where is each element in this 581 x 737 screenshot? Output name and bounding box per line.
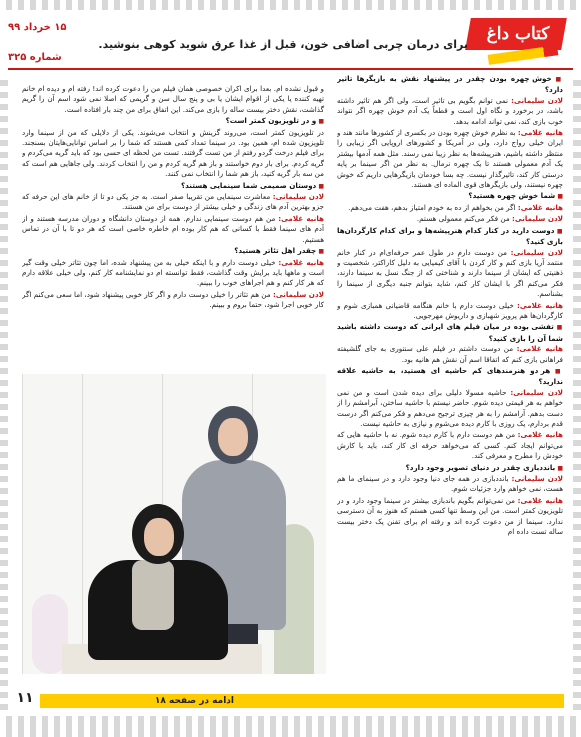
- speaker-name: لادن سلیمانی:: [511, 95, 563, 105]
- interview-question: ■ شما خوش چهره هستید؟: [337, 191, 563, 202]
- interview-answer: [337, 214, 563, 224]
- interview-answer: [22, 84, 324, 115]
- answer-text: من هم دوست دارم با کارم دیده شوم. نه با حاشیه هایی که می‌توانم ایجاد کنم. کسی که می‌خواهد حرفه ای کار کند، باید با کارش خودش را مطرح و معرفی کند.: [337, 430, 563, 461]
- page-headline: برای درمان چربی اضافی خون، قبل از غذا عرق شوید کوهی بنوشید.: [98, 38, 468, 51]
- speaker-name: هانیه غلامی:: [278, 257, 324, 267]
- page-number: ۱۱: [16, 690, 34, 706]
- speaker-name: هانیه غلامی:: [517, 430, 563, 440]
- interview-answer: [22, 290, 324, 311]
- interview-question: ■ هر دو هنرمندهای کم حاشیه ای هستید، به حاشیه علاقه ندارید؟: [337, 366, 563, 388]
- brand-text: کتاب داغ: [486, 24, 550, 44]
- interview-answer: [337, 388, 563, 430]
- bottom-decorative-border: [0, 716, 581, 737]
- interview-answer: [22, 192, 324, 213]
- interview-column-left: [22, 84, 324, 368]
- issue-number: شماره ۳۲۵: [8, 52, 62, 63]
- speaker-name: لادن سلیمانی:: [511, 474, 563, 484]
- speaker-name: لادن سلیمانی:: [272, 192, 324, 202]
- person-seated-face: [144, 518, 174, 556]
- answer-text: معاشرت سینمایی من تقریبا صفر است. به جز یکی دو تا از خانم های این حرفه که جزو بهترین آدم های زندگی و خیلی بیشتر از دوست برای من هستند.: [22, 192, 324, 212]
- left-decorative-strip: [0, 74, 8, 714]
- interview-question: ■ دوستان صمیمی شما سینمایی هستند؟: [22, 181, 324, 192]
- speaker-name: هانیه غلامی:: [516, 344, 563, 354]
- interview-answer: [337, 128, 563, 190]
- interview-answer: [337, 301, 563, 322]
- speaker-name: هانیه غلامی:: [517, 128, 563, 138]
- interview-answer: [337, 248, 563, 300]
- interview-question: ■ تفشی بوده در میان فیلم های ایرانی که دوست داشته باشید شما آن را بازی کنید؟: [337, 322, 563, 344]
- interview-answer: [22, 258, 324, 289]
- top-decorative-border: [0, 0, 581, 10]
- interview-answer: [337, 96, 563, 127]
- interview-question: ■ خوش چهره بودن چقدر در پیشنهاد نقش به بازیگرها تاثیر دارد؟: [337, 74, 563, 96]
- continued-on-page: ادامه در صفحه ۱۸: [154, 696, 234, 706]
- speaker-name: هانیه غلامی:: [517, 202, 563, 212]
- person-seated-scarf: [132, 560, 174, 630]
- interview-question: ■ دوست دارید در کنار کدام هنرپیشه‌ها و برای کدام کارگردان‌ها بازی کنید؟: [337, 226, 563, 248]
- interview-answer: [337, 203, 563, 213]
- speaker-name: لادن سلیمانی:: [510, 247, 563, 257]
- speaker-name: هانیه غلامی:: [278, 213, 324, 223]
- answer-text: من دوست داشتم در فیلم علی سنتوری به جای گلشیفته فراهانی بازی کنم که اتفاقا اسم آن نقش هم هانیه بود.: [337, 344, 563, 364]
- interview-photo: [22, 374, 326, 674]
- interview-answer: [337, 344, 563, 365]
- speaker-name: لادن سلیمانی:: [512, 214, 563, 224]
- speaker-name: لادن سلیمانی:: [510, 387, 563, 397]
- answer-text: و قبول نشده ام. بعدا برای اکران خصوصی همان فیلم من را دعوت کرده اند! رفته ام و دیده ام خانم تهیه کننده یا یکی از اقوام ایشان یا بی و پنج سال سن و گریمی که اصلا نمی شود اسم آن را گریم گذاشت، نقش دختر بیست ساله را بازی می‌کند. این اتفاق برای من چند بار افتاده است.: [22, 84, 324, 114]
- answer-text: من هم تئاتر را خیلی دوست دارم و اگر کار خوبی پیشنهاد شود، اما سعی می‌کنم اگر کار خوبی اجرا شود، حتما بروم و ببینم.: [22, 289, 324, 310]
- answer-text: اگر من بخواهم از ده به خودم امتیاز بدهم، هفت می‌دهم.: [348, 202, 516, 212]
- answer-text: حاشیه مسولا دلیلی برای دیده شدن است و من نمی خواهم به هر قیمتی دیده شوم. حاضر نیستم با حاشیه ساختن، آبرامشم را از دست بدهم. آرامشم را به هر چیزی ترجیح می‌دهم و فکر می‌کنم اگر درست قدم بردارم، یک روزی با کارم دیده می‌شوم و نیازی به حاشیه نیست.: [337, 387, 563, 428]
- interview-question: ■ چقدر اهل تئاتر هستید؟: [22, 246, 324, 257]
- answer-text: خیلی دوست دارم و با اینکه خیلی به من پیشنهاد شده، اما چون تئاتر خیلی وقت گیر است و ماهها باید برایش وقت گذاشت، فقط توانسته ام دو نمایشنامه کار کنم، ولی خیلی علاقه دارم که هر کار کنم و هم اجراهای خوب را ببینم.: [22, 257, 324, 288]
- answer-text: من هم دوست سینمایی ندارم. همه از دوستان دانشگاه و دوران مدرسه هستند و از آدم های سینما فقط با کسانی که هم کار بوده ام خاطره خاصی است که هر دو تا با آن در تماس هستیم.: [22, 213, 324, 244]
- issue-date: ۱۵ خرداد ۹۹: [8, 22, 67, 33]
- answer-text: خیلی دوست دارم با خانم هنگامه قاضیانی همبازی شوم و کارگردان‌ها هم پرویز شهبازی و داریوش مهرجویی.: [337, 300, 563, 320]
- answer-text: در تلویزیون کمتر است، می‌روند گزینش و انتخاب می‌شوند. یکی از دلایلی که من از سینما وارد تلویزیون شده ام، همین بود. در سینما تمداد کمی هستند که شما را بر اساس توانایی‌هایتان بسنجند. برای فیلم درخت گردو رفتم از من تست گرفتند. تست من لحظه ای حسی بود که باید گریه می‌کردم و گریه کردم. برای بار دوم خواستند و باز هم گریه کردم و من را انتخاب کردند. ولی جاهایی هم است که من سه بار گریه کنید، باز هم شما را انتخاب نمی کنند.: [22, 127, 324, 179]
- interview-question: ■ بانددبازی چقدر در دنیای تصویر وجود دارد؟: [337, 463, 563, 474]
- interview-answer: [337, 474, 563, 495]
- interview-answer: [22, 214, 324, 245]
- answer-text: من دوست دارم در طول عمر حرفه‌ای‌ام در کنار خانم منتمد آریا بازی کنم و کار کردن با آقای کیمیایی به دلیل کاراکتر، شخصیت و ذهنیتی که ایشان از سینما دارند و شناختی که از جنگ نسل به سینما دارند، فکر می‌کنم اگر با ایشان کار کنم، شاید بتوانم جنبه دیگری از سینما را بشناسم.: [337, 247, 563, 299]
- answer-text: بانددبازی در همه جای دنیا وجود دارد و در سینمای ما هم هست، نمی خواهم وارد جزئیات شوم.: [337, 474, 563, 494]
- interview-column-right: [337, 74, 563, 680]
- interview-answer: [337, 496, 563, 538]
- answer-text: من نمی‌توانم بگویم باندبازی بیشتر در سینما وجود دارد و در تلویزیون کمتر است. من این وسط تنها کسی هستم که هنوز به آن دسترسی ندارد. سینما از من دعوت کرده اند و رفته ام برای تفنن یک دختر بیست ساله تست داده ام: [337, 495, 563, 537]
- header-divider: [8, 68, 573, 70]
- person-standing-face: [218, 418, 248, 456]
- interview-answer: [22, 128, 324, 180]
- speaker-name: هانیه غلامی:: [517, 495, 563, 505]
- interview-question: ■ و در تلویزیون کمتر است؟: [22, 116, 324, 127]
- speaker-name: هانیه غلامی:: [516, 300, 563, 310]
- interview-answer: [337, 430, 563, 461]
- answer-text: من فکر می‌کنم معمولی هستم.: [416, 214, 510, 224]
- speaker-name: لادن سلیمانی:: [272, 289, 324, 299]
- right-decorative-strip: [573, 74, 581, 714]
- answer-text: به نظرم خوش چهره بودن در بکسری از کشورها مانند هند و ایران خیلی رواج دارد، ولی در آمریکا و کشورهای اروپایی اگر زیبایی را منتظر داشته باشیم، هنرپیشه‌ها به نظر زیبا نمی رسند. مثل همه آدمها بیشتر یک آدم معمولی هستند تا یک چهره نرمال. به نظر من اگر سینما بر پایه درستی کار کند، تاثیرگذار نیست. چه بسا خودمان بازیگرهایی داریم که خوش چهره نیستند، ولی بازیگرهای قوی الماده ای هستند.: [337, 128, 563, 190]
- answer-text: نمی توانم بگویم بی تاثیر است، ولی اگر هم تاثیر داشته باشد، در برخورد و نگاه اول است و قطعاً یک آدم خوش چهره اگر نتواند خوب بازی کند، نمی تواند ادامه بدهد.: [337, 95, 563, 126]
